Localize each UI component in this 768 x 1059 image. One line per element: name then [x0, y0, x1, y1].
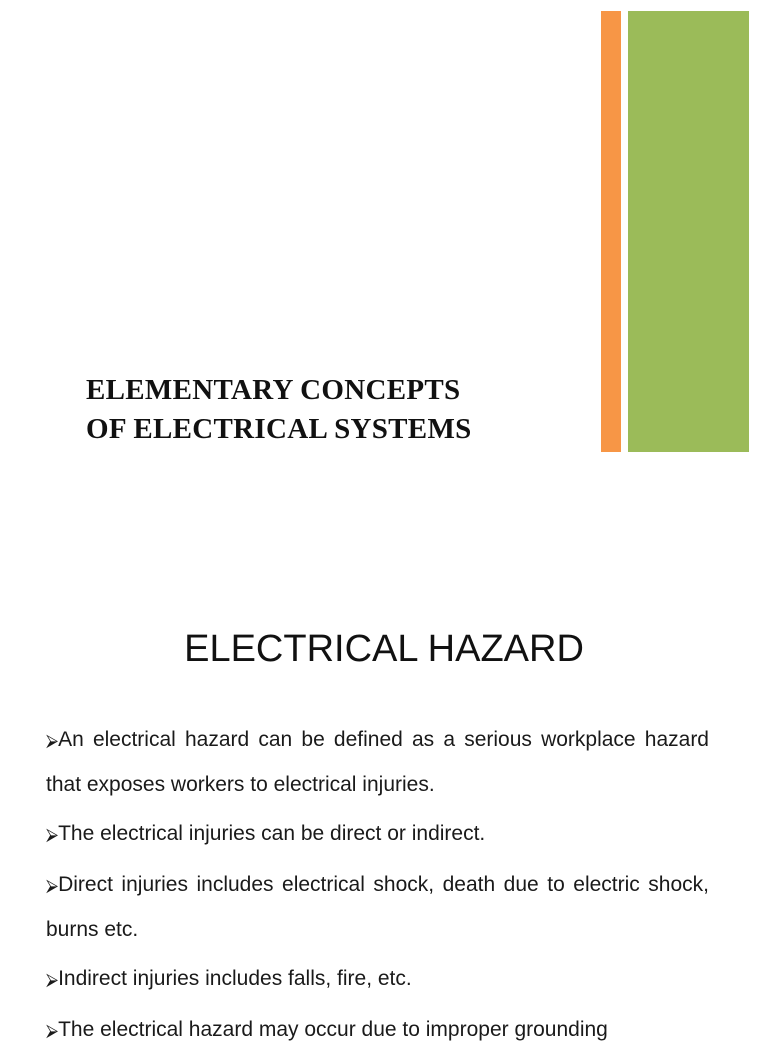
green-accent-bar	[628, 11, 749, 452]
arrow-bullet-icon: ⮚	[46, 731, 59, 751]
arrow-bullet-icon: ⮚	[46, 876, 59, 896]
bullet-text: Indirect injuries includes falls, fire, etc.	[58, 967, 412, 990]
bullet-text: The electrical hazard may occur due to improper grounding	[58, 1018, 608, 1041]
orange-accent-bar	[601, 11, 621, 452]
bullet-item	[46, 863, 709, 951]
arrow-bullet-icon: ⮚	[46, 970, 59, 990]
presentation-title	[86, 371, 472, 449]
arrow-bullet-icon: ⮚	[46, 1021, 59, 1041]
title-slide	[0, 0, 768, 470]
bullet-item	[46, 1008, 709, 1053]
bullet-text: An electrical hazard can be defined as a serious workplace hazard that exposes workers to electrical injuries.	[46, 728, 709, 796]
bullet-item	[46, 957, 709, 1002]
title-line-1: ELEMENTARY CONCEPTS	[86, 374, 461, 406]
title-line-2: OF ELECTRICAL SYSTEMS	[86, 413, 472, 445]
bullet-text: Direct injuries includes electrical shock, death due to electric shock, burns etc.	[46, 873, 709, 941]
bullet-text: The electrical injuries can be direct or indirect.	[58, 822, 486, 845]
content-slide	[0, 584, 768, 1041]
bullet-list	[46, 718, 709, 1059]
bullet-item	[46, 812, 709, 857]
arrow-bullet-icon: ⮚	[46, 825, 59, 845]
bullet-item	[46, 718, 709, 806]
slide-title: ELECTRICAL HAZARD	[184, 628, 584, 670]
